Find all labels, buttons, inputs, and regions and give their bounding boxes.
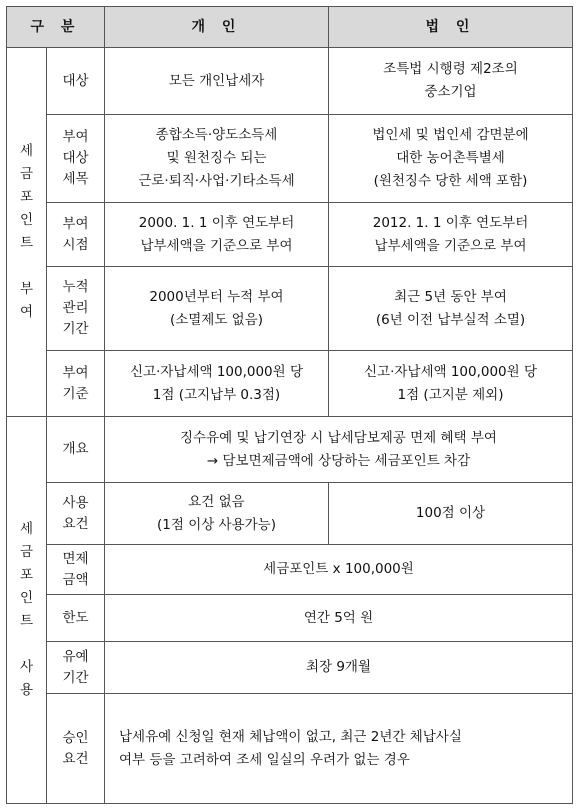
label-char: 용	[19, 682, 34, 698]
row-label-requirement: 사용 요건	[47, 483, 105, 545]
label-char: 금	[19, 166, 34, 182]
label-char: 세	[19, 521, 34, 537]
grant-row-tax-items	[7, 115, 573, 203]
use-row-approval	[7, 694, 573, 804]
row-label-basis: 부여 기준	[47, 351, 105, 417]
cell-individual-target: 모든 개인납세자	[105, 48, 329, 115]
use-row-overview	[7, 417, 573, 483]
row-label-limit: 한도	[47, 595, 105, 642]
label-char: 금	[19, 544, 34, 560]
header-category: 구 분	[7, 7, 105, 48]
use-row-requirement	[7, 483, 573, 545]
grant-row-basis	[7, 351, 573, 417]
cell-corporate-basis: 신고·자납세액 100,000원 당 1점 (고지분 제외)	[329, 351, 573, 417]
header-individual: 개 인	[105, 7, 329, 48]
label-char: 여	[19, 304, 34, 320]
header-corporate: 법 인	[329, 7, 573, 48]
cell-corporate-period: 최근 5년 동안 부여 (6년 이전 납부실적 소멸)	[329, 267, 573, 351]
cell-deferral-period: 최장 9개월	[105, 642, 573, 694]
label-char: 트	[19, 613, 34, 629]
tax-point-table	[6, 6, 573, 804]
label-char: 세	[19, 143, 34, 159]
cell-overview: 징수유예 및 납기연장 시 납세담보제공 면제 혜택 부여 → 담보면제금액에 상당하는 세금포인트 차감	[105, 417, 573, 483]
row-label-overview: 개요	[47, 417, 105, 483]
label-char: 사	[19, 659, 34, 675]
cell-individual-timing: 2000. 1. 1 이후 연도부터 납부세액을 기준으로 부여	[105, 203, 329, 267]
header-row	[7, 7, 573, 48]
label-gap	[11, 633, 42, 656]
cell-limit: 연간 5억 원	[105, 595, 573, 642]
use-row-deferral-period	[7, 642, 573, 694]
label-gap	[11, 255, 42, 278]
label-char: 부	[19, 281, 34, 297]
use-section-label	[7, 417, 47, 804]
cell-corporate-tax-items: 법인세 및 법인세 감면분에 대한 농어촌특별세 (원천징수 당한 세액 포함)	[329, 115, 573, 203]
use-row-limit	[7, 595, 573, 642]
label-char: 포	[19, 189, 34, 205]
row-label-deferral-period: 유예 기간	[47, 642, 105, 694]
cell-individual-tax-items: 종합소득·양도소득세 및 원천징수 되는 근로·퇴직·사업·기타소득세	[105, 115, 329, 203]
row-label-timing: 부여 시점	[47, 203, 105, 267]
row-label-period: 누적 관리 기간	[47, 267, 105, 351]
cell-exempt-amount: 세금포인트 x 100,000원	[105, 545, 573, 595]
grant-row-timing	[7, 203, 573, 267]
row-label-approval: 승인 요건	[47, 694, 105, 804]
label-char: 인	[19, 212, 34, 228]
grant-row-target	[7, 48, 573, 115]
use-row-exempt-amount	[7, 545, 573, 595]
cell-individual-period: 2000년부터 누적 부여 (소멸제도 없음)	[105, 267, 329, 351]
grant-row-period	[7, 267, 573, 351]
cell-corporate-timing: 2012. 1. 1 이후 연도부터 납부세액을 기준으로 부여	[329, 203, 573, 267]
cell-corporate-target: 조특법 시행령 제2조의 중소기업	[329, 48, 573, 115]
row-label-tax-items: 부여 대상 세목	[47, 115, 105, 203]
cell-approval: 납세유예 신청일 현재 체납액이 없고, 최근 2년간 체납사실 여부 등을 고려하여 조세 일실의 우려가 없는 경우	[105, 694, 573, 804]
cell-individual-requirement: 요건 없음 (1점 이상 사용가능)	[105, 483, 329, 545]
label-char: 인	[19, 590, 34, 606]
cell-corporate-requirement: 100점 이상	[329, 483, 573, 545]
row-label-exempt-amount: 면제 금액	[47, 545, 105, 595]
cell-individual-basis: 신고·자납세액 100,000원 당 1점 (고지납부 0.3점)	[105, 351, 329, 417]
row-label-target: 대상	[47, 48, 105, 115]
grant-section-label	[7, 48, 47, 417]
label-char: 트	[19, 235, 34, 251]
label-char: 포	[19, 567, 34, 583]
